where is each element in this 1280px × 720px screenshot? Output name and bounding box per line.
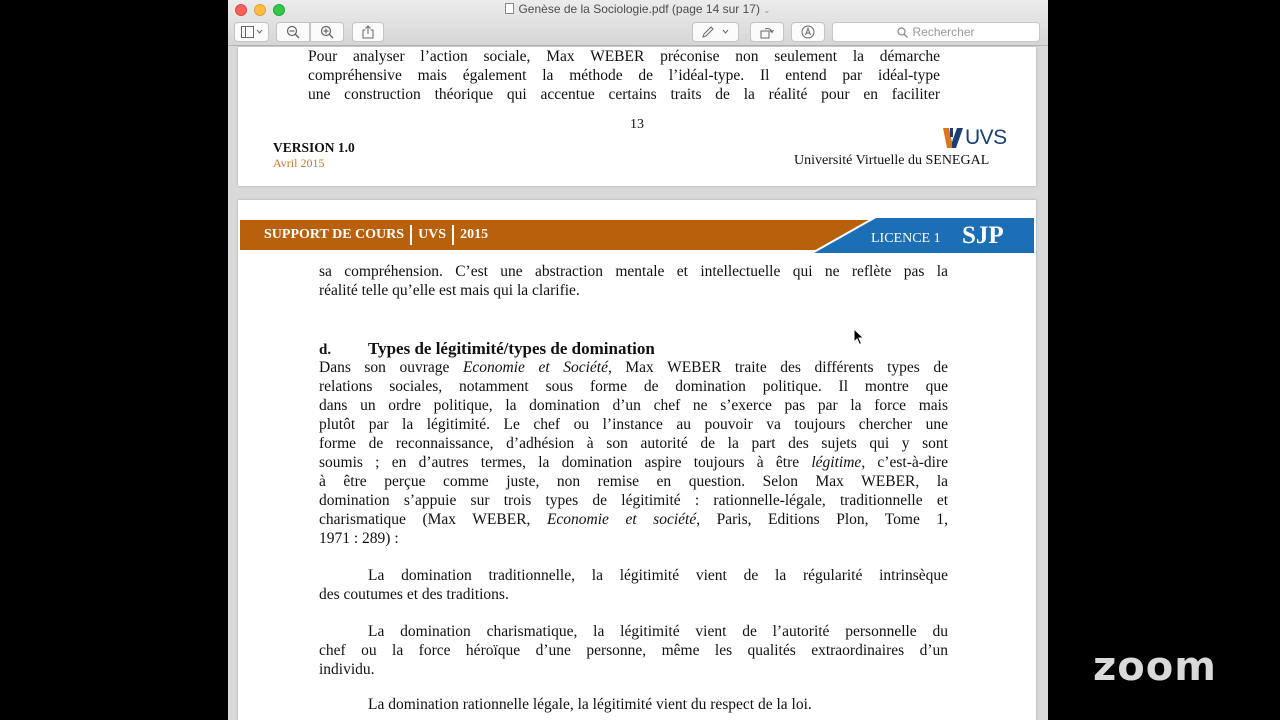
intro-paragraph	[319, 262, 948, 300]
sidebar-button[interactable]	[234, 22, 269, 42]
domination-paragraph	[319, 358, 948, 548]
section-title: Types de légitimité/types de domination	[368, 339, 655, 358]
text-line: 1971 : 289) :	[319, 530, 399, 547]
text-line: relations sociales, notamment sous forme de domination politique. Il montre que	[319, 378, 948, 395]
banner-year: 2015	[460, 227, 489, 242]
date-label: Avril 2015	[273, 156, 325, 170]
page13-text	[308, 47, 940, 104]
pen-icon	[701, 26, 731, 38]
university-name: Université Virtuelle du SENEGAL	[794, 153, 990, 168]
rational-paragraph	[319, 695, 948, 714]
course-banner	[240, 220, 870, 250]
traditional-paragraph	[319, 566, 948, 604]
markup-icon	[801, 25, 815, 39]
banner-support: SUPPORT DE COURS	[264, 227, 405, 242]
zoom-out-icon	[286, 25, 300, 39]
charismatic-paragraph	[319, 622, 948, 679]
text-line: chef ou la force héroïque d’une personne, même les qualités extraordinaires d’un	[319, 642, 948, 659]
text-line: à être perçue comme juste, non remise en question. Selon Max WEBER, la	[319, 473, 948, 490]
pdf-doc-icon	[505, 3, 514, 14]
pdf-page-14	[238, 200, 1036, 720]
zoom-out-button[interactable]	[276, 22, 310, 42]
text-line: forme de reconnaissance, d’adhésion à son autorité de la part des sujets qui y sont	[319, 435, 948, 452]
zoom-in-button[interactable]	[310, 22, 344, 42]
uvs-logo-mark	[943, 128, 963, 148]
chevron-down-icon[interactable]: ⌄	[762, 5, 771, 15]
annotate-button[interactable]	[791, 22, 825, 42]
window-title: Genèse de la Sociologie.pdf (page 14 sur 17) ⌄	[228, 2, 1048, 16]
title-bar	[228, 0, 1048, 46]
text-line: compréhensive mais également la méthode de l’idéal-type. Il entend par idéal-type	[308, 67, 940, 84]
licence-banner	[810, 218, 1034, 253]
text-line: La domination traditionnelle, la légitimité vient de la régularité intrinsèque	[368, 567, 948, 584]
text-line: sa compréhension. C’est une abstraction mentale et intellectuelle qui ne reflète pas la	[319, 263, 948, 280]
text-line: dans un ordre politique, la domination d’un chef ne s’exerce pas par la force mais	[319, 397, 948, 414]
licence-label: LICENCE 1	[871, 231, 941, 246]
markup-pen-button[interactable]	[692, 22, 739, 42]
text-line: domination s’appuie sur trois types de légitimité : rationnelle-légale, traditionnelle et	[319, 492, 948, 509]
share-button[interactable]	[352, 22, 384, 42]
banner-uvs: UVS	[418, 227, 447, 242]
mouse-cursor-icon	[853, 328, 865, 346]
rotate-icon	[760, 25, 774, 39]
sjp-label: SJP	[962, 222, 1004, 249]
uvs-logo	[943, 127, 1007, 149]
preview-window	[228, 0, 1048, 720]
share-icon	[362, 25, 374, 39]
text-line: soumis ; en d’autres termes, la domination aspire toujours à être légitime, c’est-à-dire	[319, 454, 948, 471]
banner-divider	[410, 225, 412, 245]
text-line: une construction théorique qui accentue certains traits de la réalité pour en faciliter	[308, 86, 940, 103]
text-line: La domination rationnelle légale, la légitimité vient du respect de la loi.	[368, 696, 812, 713]
banner-divider	[452, 225, 454, 245]
section-letter: d.	[319, 342, 332, 358]
text-line: La domination charismatique, la légitimité vient de l’autorité personnelle du	[368, 623, 948, 640]
page-number: 13	[630, 117, 644, 132]
uvs-logo-text: UVS	[965, 126, 1007, 149]
sidebar-icon	[241, 26, 263, 38]
text-line: individu.	[319, 661, 375, 678]
document-view[interactable]	[228, 47, 1048, 720]
zoom-logo: zoom	[1093, 644, 1217, 690]
text-line: des coutumes et des traditions.	[319, 586, 509, 603]
text-line: charismatique (Max WEBER, Economie et société, Paris, Editions Plon, Tome 1,	[319, 511, 948, 528]
search-placeholder: Rechercher	[912, 25, 975, 39]
text-line: plutôt par la légitimité. Le chef ou l’instance au pouvoir va toujours chercher une	[319, 416, 948, 433]
version-label: VERSION 1.0	[273, 140, 355, 155]
text-line: Dans son ouvrage Economie et Société, Max WEBER traite des différents types de	[319, 359, 948, 376]
zoom-in-icon	[320, 25, 334, 39]
text-line: Pour analyser l’action sociale, Max WEBER préconise non seulement la démarche	[308, 48, 940, 65]
search-icon	[897, 27, 908, 38]
text-line: réalité telle qu’elle est mais qui la clarifie.	[319, 282, 580, 299]
rotate-button[interactable]	[750, 22, 784, 42]
section-heading	[319, 339, 655, 359]
search-field[interactable]	[832, 22, 1040, 42]
pdf-page-13	[238, 47, 1036, 186]
